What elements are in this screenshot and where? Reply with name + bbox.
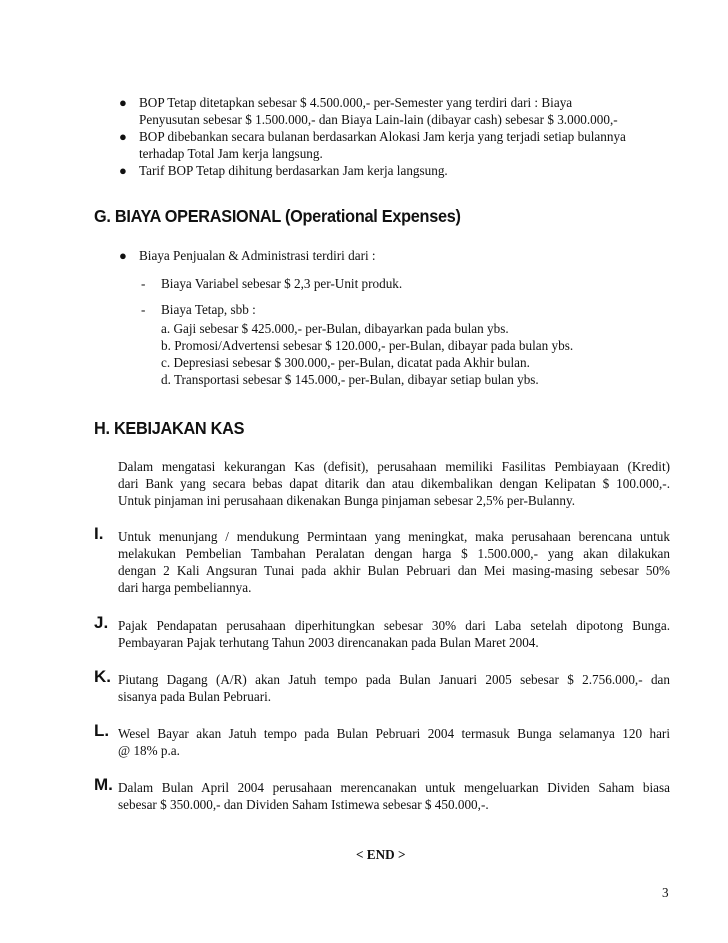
bullet-icon: ● — [119, 95, 127, 110]
item-i-line-1: Untuk menunjang / mendukung Permintaan yang meningkat, maka perusahaan berencana untuk — [118, 529, 670, 544]
item-l-line-2: @ 18% p.a. — [118, 743, 180, 758]
section-g-sub-item-a: a. Gaji sebesar $ 425.000,- per-Bulan, dibayarkan pada bulan ybs. — [161, 321, 509, 336]
item-m-line-2: sebesar $ 350.000,- dan Dividen Saham Istimewa sebesar $ 450.000,-. — [118, 797, 489, 812]
item-j-letter: J. — [94, 613, 109, 632]
section-h-line-2: dari Bank yang secara bebas dapat ditarik dan atau dikembalikan dengan Kelipatan $ 100.000,-. — [118, 476, 670, 491]
section-h-line-3: Untuk pinjaman ini perusahaan dikenakan Bunga pinjaman sebesar 2,5% per-Bulanny. — [118, 493, 576, 508]
item-j-line-1: Pajak Pendapatan perusahaan diperhitungkan sebesar 30% dari Laba setelah dipotong Bunga. — [118, 618, 670, 633]
end-marker: < END > — [356, 847, 406, 862]
item-j-line-2: Pembayaran Pajak terhutang Tahun 2003 direncanakan pada Bulan Maret 2004. — [118, 635, 539, 650]
page-number: 3 — [662, 885, 669, 900]
item-k-line-2: sisanya pada Bulan Pebruari. — [118, 689, 272, 704]
section-g-heading: G. BIAYA OPERASIONAL (Operational Expenses) — [94, 206, 461, 226]
item-l-line-1: Wesel Bayar akan Jatuh tempo pada Bulan Pebruari 2004 termasuk Bunga selamanya 120 hari — [118, 726, 670, 741]
item-i-line-3: dengan 2 Kali Angsuran Tunai pada akhir Bulan Pebruari dan Mei masing-masing sebesar 50% — [118, 563, 670, 578]
section-g-dash-item-2: Biaya Tetap, sbb : — [161, 302, 256, 317]
bop-bullet-1-line-1: BOP Tetap ditetapkan sebesar $ 4.500.000,- per-Semester yang terdiri dari : Biaya — [139, 95, 573, 110]
item-i-line-4: dari harga pembeliannya. — [118, 580, 252, 595]
item-m-line-1: Dalam Bulan April 2004 perusahaan merencanakan untuk mengeluarkan Dividen Saham biasa — [118, 780, 670, 795]
section-h-heading: H. KEBIJAKAN KAS — [94, 418, 245, 438]
bop-bullet-3-line-1: Tarif BOP Tetap dihitung berdasarkan Jam kerja langsung. — [139, 163, 448, 178]
item-l-letter: L. — [94, 721, 110, 740]
bullet-icon: ● — [119, 129, 127, 144]
section-g-bullet: Biaya Penjualan & Administrasi terdiri dari : — [139, 248, 376, 263]
dash-marker: - — [141, 302, 146, 317]
bop-bullet-2-line-1: BOP dibebankan secara bulanan berdasarkan Alokasi Jam kerja yang terjadi setiap bulannya — [139, 129, 626, 144]
item-m-letter: M. — [94, 775, 113, 794]
bop-bullet-2-line-2: terhadap Total Jam kerja langsung. — [139, 146, 323, 161]
item-i-line-2: melakukan Pembelian Tambahan Peralatan dengan harga $ 1.500.000,- yang akan dilakukan — [118, 546, 670, 561]
section-g-dash-item-1: Biaya Variabel sebesar $ 2,3 per-Unit produk. — [161, 276, 403, 291]
bullet-icon: ● — [119, 163, 127, 178]
bop-bullet-1-line-2: Penyusutan sebesar $ 1.500.000,- dan Biaya Lain-lain (dibayar cash) sebesar $ 3.000.000,- — [139, 112, 618, 127]
section-h-line-1: Dalam mengatasi kekurangan Kas (defisit), perusahaan memiliki Fasilitas Pembiayaan (Kredit) — [118, 459, 670, 474]
bullet-icon: ● — [119, 248, 127, 263]
section-g-sub-item-c: c. Depresiasi sebesar $ 300.000,- per-Bulan, dicatat pada Akhir bulan. — [161, 355, 530, 370]
item-i-letter: I. — [94, 524, 104, 543]
section-g-sub-item-d: d. Transportasi sebesar $ 145.000,- per-Bulan, dibayar setiap bulan ybs. — [161, 372, 539, 387]
section-g-sub-item-b: b. Promosi/Advertensi sebesar $ 120.000,- per-Bulan, dibayar pada bulan ybs. — [161, 338, 574, 353]
item-k-line-1: Piutang Dagang (A/R) akan Jatuh tempo pada Bulan Januari 2005 sebesar $ 2.756.000,- dan — [118, 672, 670, 687]
dash-marker: - — [141, 276, 146, 291]
item-k-letter: K. — [94, 667, 111, 686]
